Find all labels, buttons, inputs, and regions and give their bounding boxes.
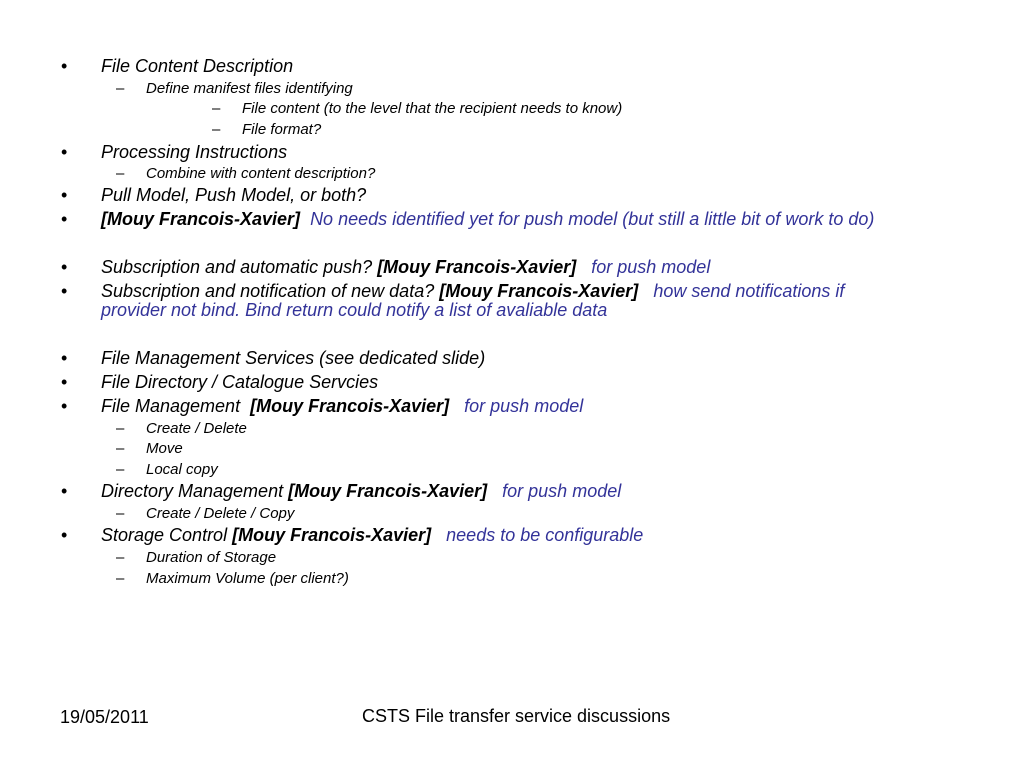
- comment-continuation: provider not bind. Bind return could notify a list of avaliable data: [101, 300, 608, 320]
- dash-marker: –: [116, 80, 125, 97]
- footer-date: 19/05/2011: [60, 707, 149, 727]
- bullet-marker: •: [61, 372, 68, 392]
- bullet-text: File Directory / Catalogue Servcies: [101, 372, 379, 392]
- bullet-subscription-push: [61, 257, 711, 278]
- bullet-marker: •: [61, 56, 68, 76]
- bullet-text: File Content Description: [101, 56, 294, 76]
- sub-bullet-text: Local copy: [146, 461, 218, 478]
- dash-marker: –: [116, 440, 125, 457]
- sub-bullet-text: Create / Delete / Copy: [146, 505, 295, 522]
- comment-text: for push model: [591, 257, 711, 277]
- bullet-file-management: [61, 396, 584, 417]
- sub-bullet-max-volume: [116, 570, 349, 587]
- sub-bullet-text: Create / Delete: [146, 420, 247, 437]
- bullet-text: Processing Instructions: [101, 142, 288, 162]
- dash-marker: –: [116, 570, 125, 587]
- bullet-file-content-description: [61, 56, 294, 77]
- sub-bullet-local-copy: [116, 461, 218, 478]
- dash-marker: –: [212, 100, 221, 117]
- sub-bullet-text: Maximum Volume (per client?): [146, 570, 349, 587]
- bullet-marker: •: [61, 142, 68, 162]
- sub-bullet-text: Move: [146, 440, 183, 457]
- dash-marker: –: [116, 461, 125, 478]
- bullet-processing-instructions: [61, 142, 288, 163]
- comment-text: for push model: [464, 396, 584, 416]
- bullet-text: Directory Management: [101, 481, 284, 501]
- comment-author: [Mouy Francois-Xavier]: [250, 396, 450, 416]
- bullet-subscription-notification: [61, 281, 845, 302]
- comment-text: needs to be configurable: [446, 525, 644, 545]
- bullet-storage-control: [61, 525, 644, 546]
- comment-author: [Mouy Francois-Xavier]: [377, 257, 577, 277]
- bullet-file-directory: [61, 372, 379, 393]
- dash-marker: –: [116, 165, 125, 182]
- sub-bullet-combine: [116, 165, 376, 182]
- bullet-marker: •: [61, 525, 68, 545]
- bullet-marker: •: [61, 281, 68, 301]
- bullet-text: File Management Services (see dedicated slide): [101, 348, 486, 368]
- comment-text: No needs identified yet for push model (but still a little bit of work to do): [310, 209, 875, 229]
- dash-marker: –: [116, 505, 125, 522]
- bullet-file-management-services: [61, 348, 486, 369]
- sub-bullet-define-manifest: [116, 80, 353, 97]
- sub-bullet-create-delete: [116, 420, 247, 437]
- bullet-marker: •: [61, 481, 68, 501]
- comment-author: [Mouy Francois-Xavier]: [439, 281, 639, 301]
- bullet-text: Storage Control: [101, 525, 228, 545]
- bullet-pull-push: [61, 185, 367, 206]
- sub-bullet-text: Combine with content description?: [146, 165, 376, 182]
- sub-bullet-create-delete-copy: [116, 505, 295, 522]
- sub-sub-bullet-text: File format?: [242, 121, 322, 138]
- bullet-marker: •: [61, 185, 68, 205]
- bullet-mouy-comment-1: [61, 209, 875, 230]
- dash-marker: –: [116, 549, 125, 566]
- sub-sub-bullet-text: File content (to the level that the recipient needs to know): [242, 100, 623, 117]
- bullet-text: Subscription and automatic push?: [101, 257, 373, 277]
- sub-sub-bullet-file-content: [212, 100, 623, 117]
- comment-author: [Mouy Francois-Xavier]: [232, 525, 432, 545]
- sub-bullet-move: [116, 440, 183, 457]
- bullet-marker: •: [61, 348, 68, 368]
- bullet-marker: •: [61, 209, 68, 229]
- bullet-directory-management: [61, 481, 622, 502]
- bullet-marker: •: [61, 257, 68, 277]
- footer-title: CSTS File transfer service discussions: [362, 706, 671, 726]
- bullet-text: Subscription and notification of new data?: [101, 281, 435, 301]
- sub-bullet-text: Define manifest files identifying: [146, 80, 353, 97]
- bullet-marker: •: [61, 396, 68, 416]
- sub-bullet-text: Duration of Storage: [146, 549, 277, 566]
- comment-text: how send notifications if: [653, 281, 845, 301]
- sub-sub-bullet-file-format: [212, 121, 322, 138]
- bullet-text: Pull Model, Push Model, or both?: [101, 185, 367, 205]
- dash-marker: –: [116, 420, 125, 437]
- comment-text: for push model: [502, 481, 622, 501]
- sub-bullet-duration: [116, 549, 277, 566]
- comment-author: [Mouy Francois-Xavier]: [288, 481, 488, 501]
- dash-marker: –: [212, 121, 221, 138]
- comment-author: [Mouy Francois-Xavier]: [101, 209, 301, 229]
- bullet-text: File Management: [101, 396, 241, 416]
